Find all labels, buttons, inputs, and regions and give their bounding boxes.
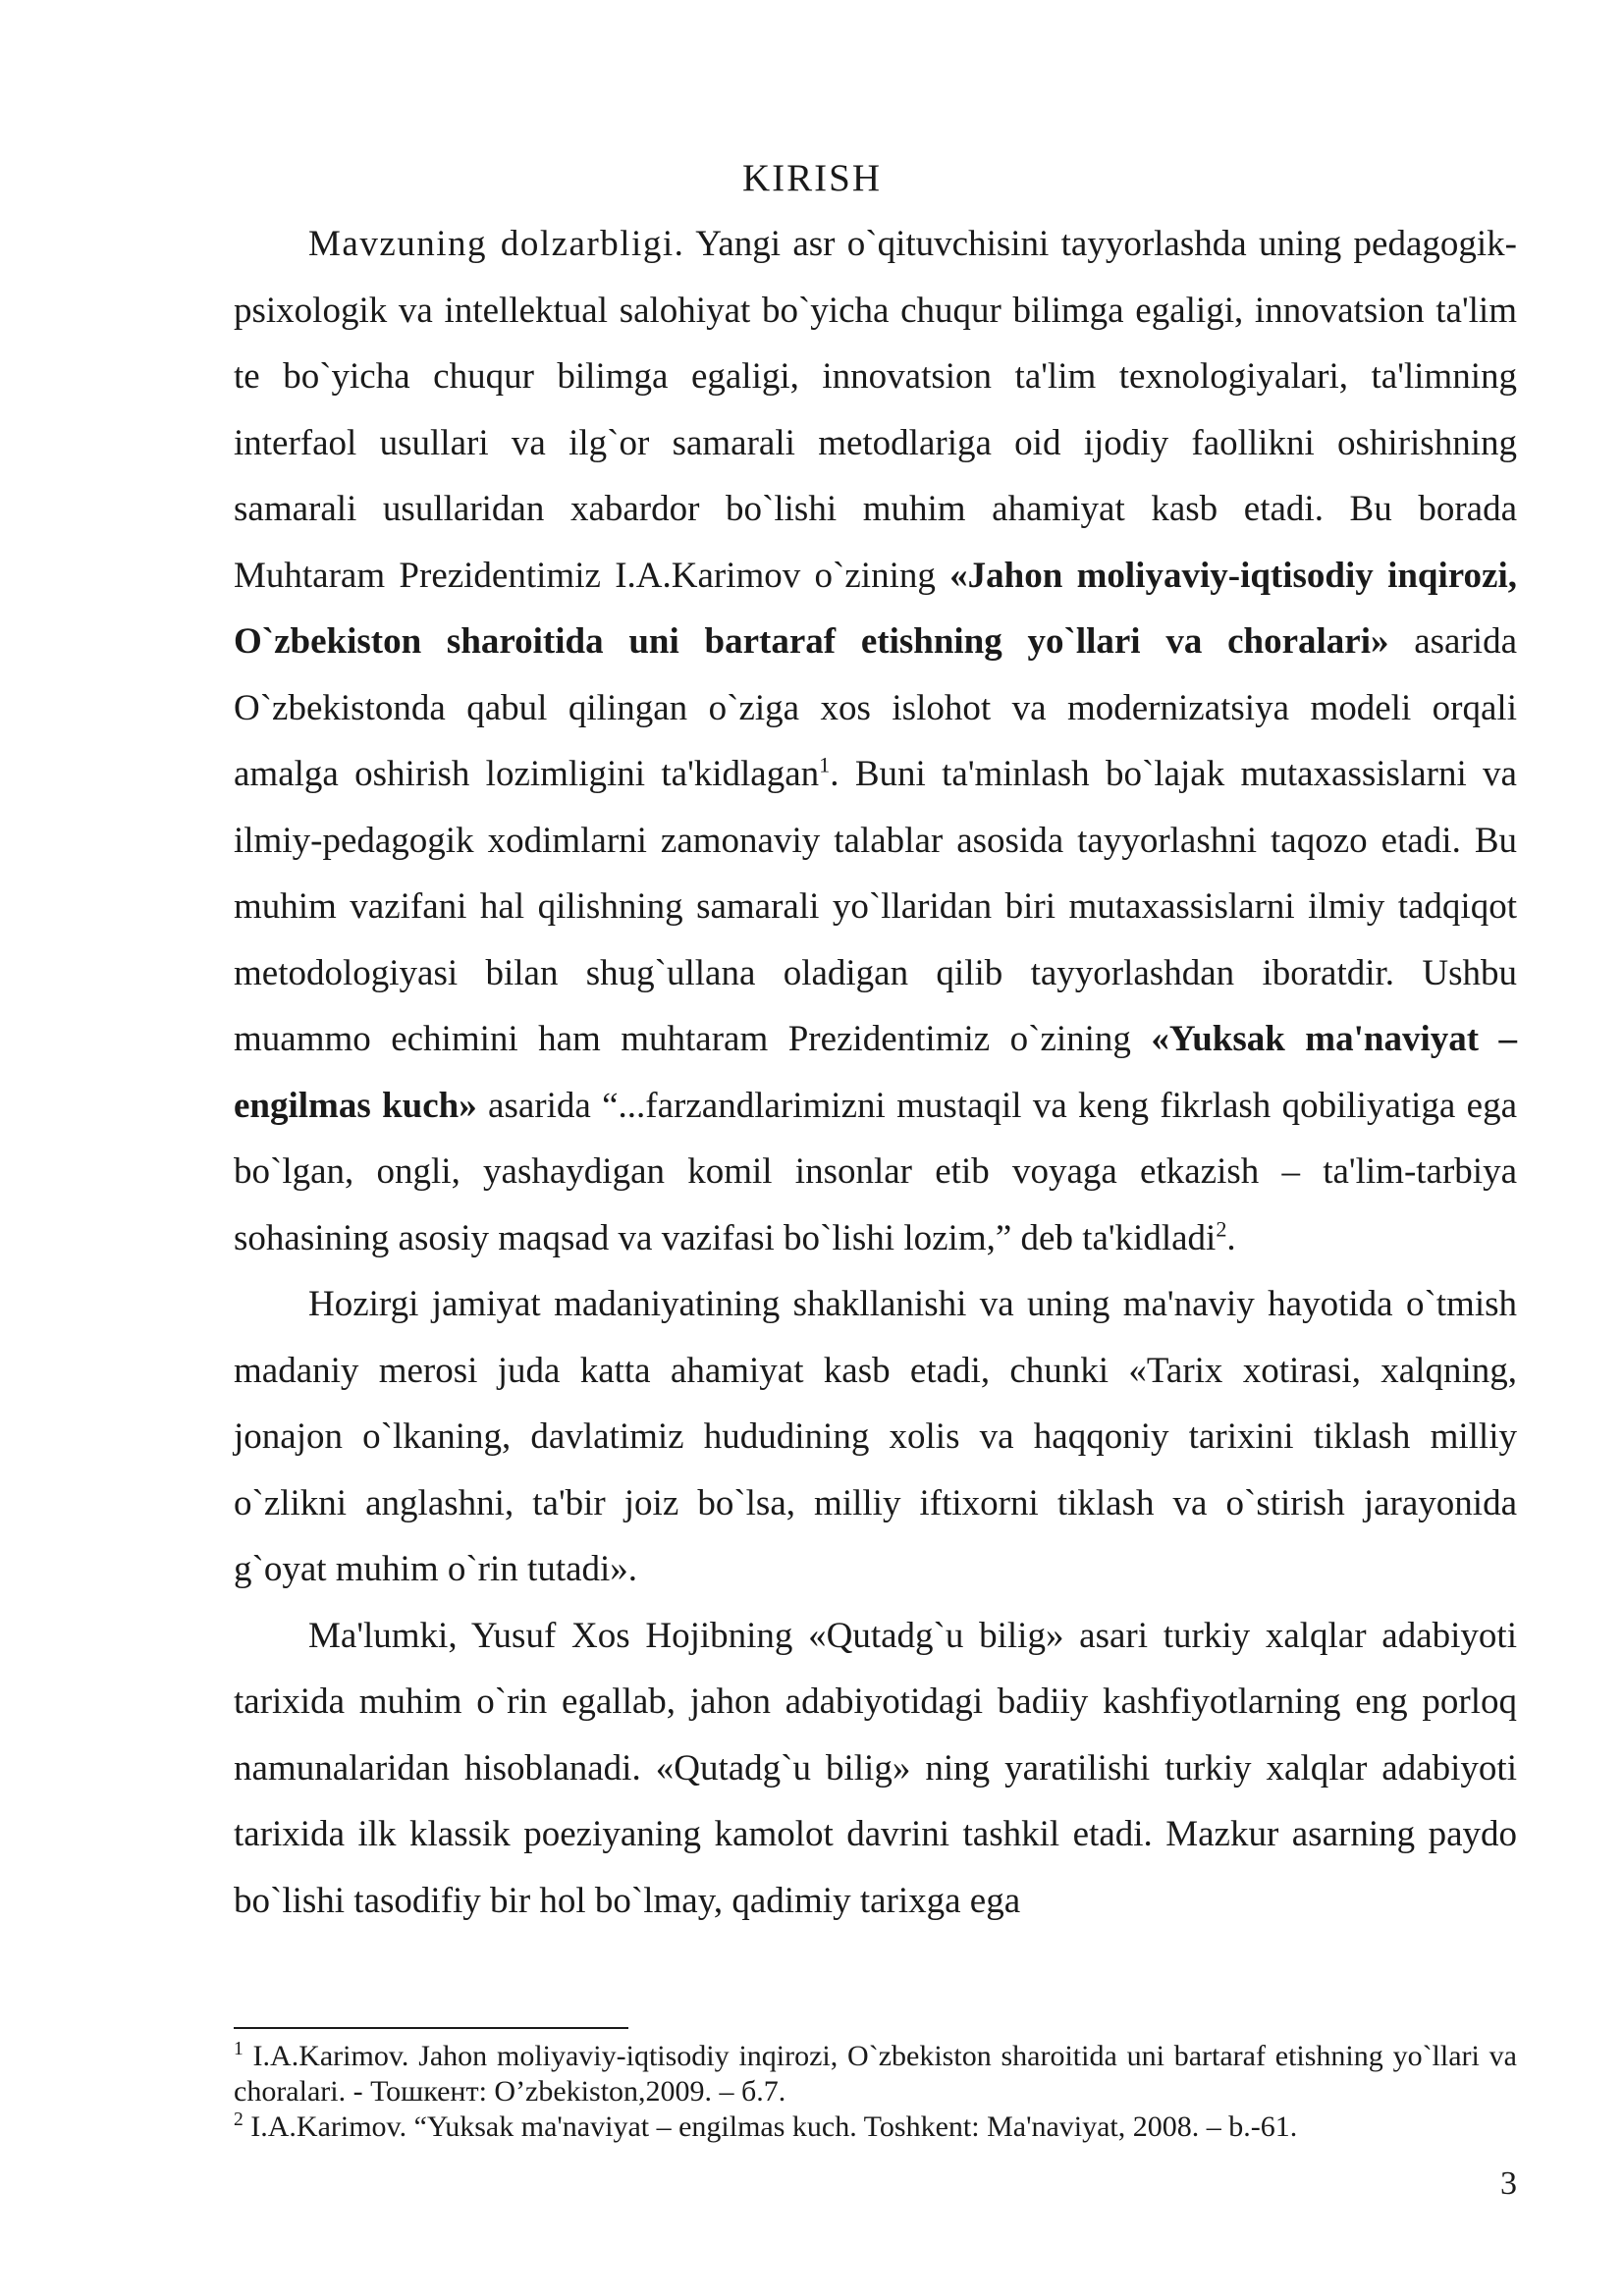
footnote-reference[interactable]: 1: [819, 752, 831, 777]
bold-book-title: «Yuksak ma'naviyat – engilmas kuch»: [234, 1019, 1517, 1126]
footnote: [234, 2039, 1517, 2109]
footnote-text: I.A.Karimov. Jahon moliyaviy-iqtisodiy inqirozi, O`zbekiston sharoitida uni bartaraf etishning yo`llari va choralari. - Тошкент: O’zbekiston,2009. – б.7.: [234, 2040, 1517, 2108]
section-lead: Mavzuning dolzarbligi.: [308, 224, 685, 264]
footnote-reference[interactable]: 2: [1216, 1216, 1227, 1242]
bold-book-title: «Jahon moliyaviy-iqtisodiy inqirozi, O`zbekiston sharoitida uni bartaraf etishning yo`llari va choralari»: [234, 555, 1517, 662]
paragraph: Ma'lumki, Yusuf Xos Hojibning «Qutadg`u bilig» asari turkiy xalqlar adabiyoti tarixida muhim o`rin egallab, jahon adabiyotidagi badiiy kashfiyotlarning eng porloq namunalaridan hisoblanadi. «Qutadg`u bilig» ning yaratilishi turkiy xalqlar adabiyoti tarixida ilk klassik poeziyaning kamolot davrini tashkil etadi. Mazkur asarning paydo bo`lishi tasodifiy bir hol bo`lmay, qadimiy tarixga ega: [234, 1615, 1517, 1921]
text-run: asarida “...farzandlarimizni mustaqil va keng fikrlash qobiliyatiga ega bo`lgan, ongli, yashaydigan komil insonlar etib voyaga etkazish – ta'lim-tarbiya sohasining asosiy maqsad va vazifasi bo`lishi lozim,” deb ta'kidladi: [234, 1085, 1518, 1258]
footnote-mark: 1: [234, 2039, 244, 2059]
paragraph: Hozirgi jamiyat madaniyatining shakllanishi va uning ma'naviy hayotida o`tmish madaniy merosi juda katta ahamiyat kasb etadi, chunki «Tarix xotirasi, xalqning, jonajon o`lkaning, davlatimiz hududining xolis va haqqoniy tarixini tiklash milliy o`zlikni anglashni, ta'bir joiz bo`lsa, milliy iftixorni tiklash va o`stirish jarayonida g`oyat muhim o`rin tutadi».: [234, 1284, 1517, 1589]
footnote: [234, 2109, 1517, 2145]
body-text: [234, 211, 1517, 1934]
text-run: .: [1226, 1217, 1236, 1258]
text-run: Yangi asr o`qituvchisini tayyorlashda uning pedagogik-psixologik va intellektual salohiyat bo`yicha chuqur bilimga egaligi, innovatsion ta'lim te bo`yicha chuqur bilimga egaligi, innovatsion ta'lim texnologiyalari, ta'limning interfaol usullari va ilg`or samarali metodlariga oid ijodiy faollikni oshirishning samarali usullaridan xabardor bo`lishi muhim ahamiyat kasb etadi. Bu borada Muhtaram Prezidentimiz I.A.Karimov o`zining: [234, 224, 1517, 596]
text-run: . Buni ta'minlash bo`lajak mutaxassislarni va ilmiy-pedagogik xodimlarni zamonaviy talablar asosida tayyorlashni taqozo etadi. Bu muhim vazifani hal qilishning samarali yo`llaridan biri mutaxassislarni ilmiy tadqiqot metodologiyasi bilan shug`ullana oladigan qilib tayyorlashdan iboratdir. Ushbu muammo echimini ham muhtaram Prezidentimiz o`zining: [234, 754, 1517, 1059]
footnote-text: I.A.Karimov. “Yuksak ma'naviyat – engilmas kuch. Toshkent: Ma'naviyat, 2008. – b.-61.: [243, 2110, 1298, 2143]
page-number: 3: [1500, 2165, 1517, 2202]
footnotes: [234, 2039, 1517, 2145]
paragraph-intro: [234, 211, 1517, 1271]
page-title: KIRISH: [741, 157, 882, 199]
footnote-separator: [234, 2027, 628, 2029]
footnote-mark: 2: [234, 2109, 244, 2130]
text-run: asarida O`zbekistonda qabul qilingan o`ziga xos islohot va modernizatsiya modeli orqali amalga oshirish lozimligini ta'kidlagan: [234, 621, 1517, 794]
